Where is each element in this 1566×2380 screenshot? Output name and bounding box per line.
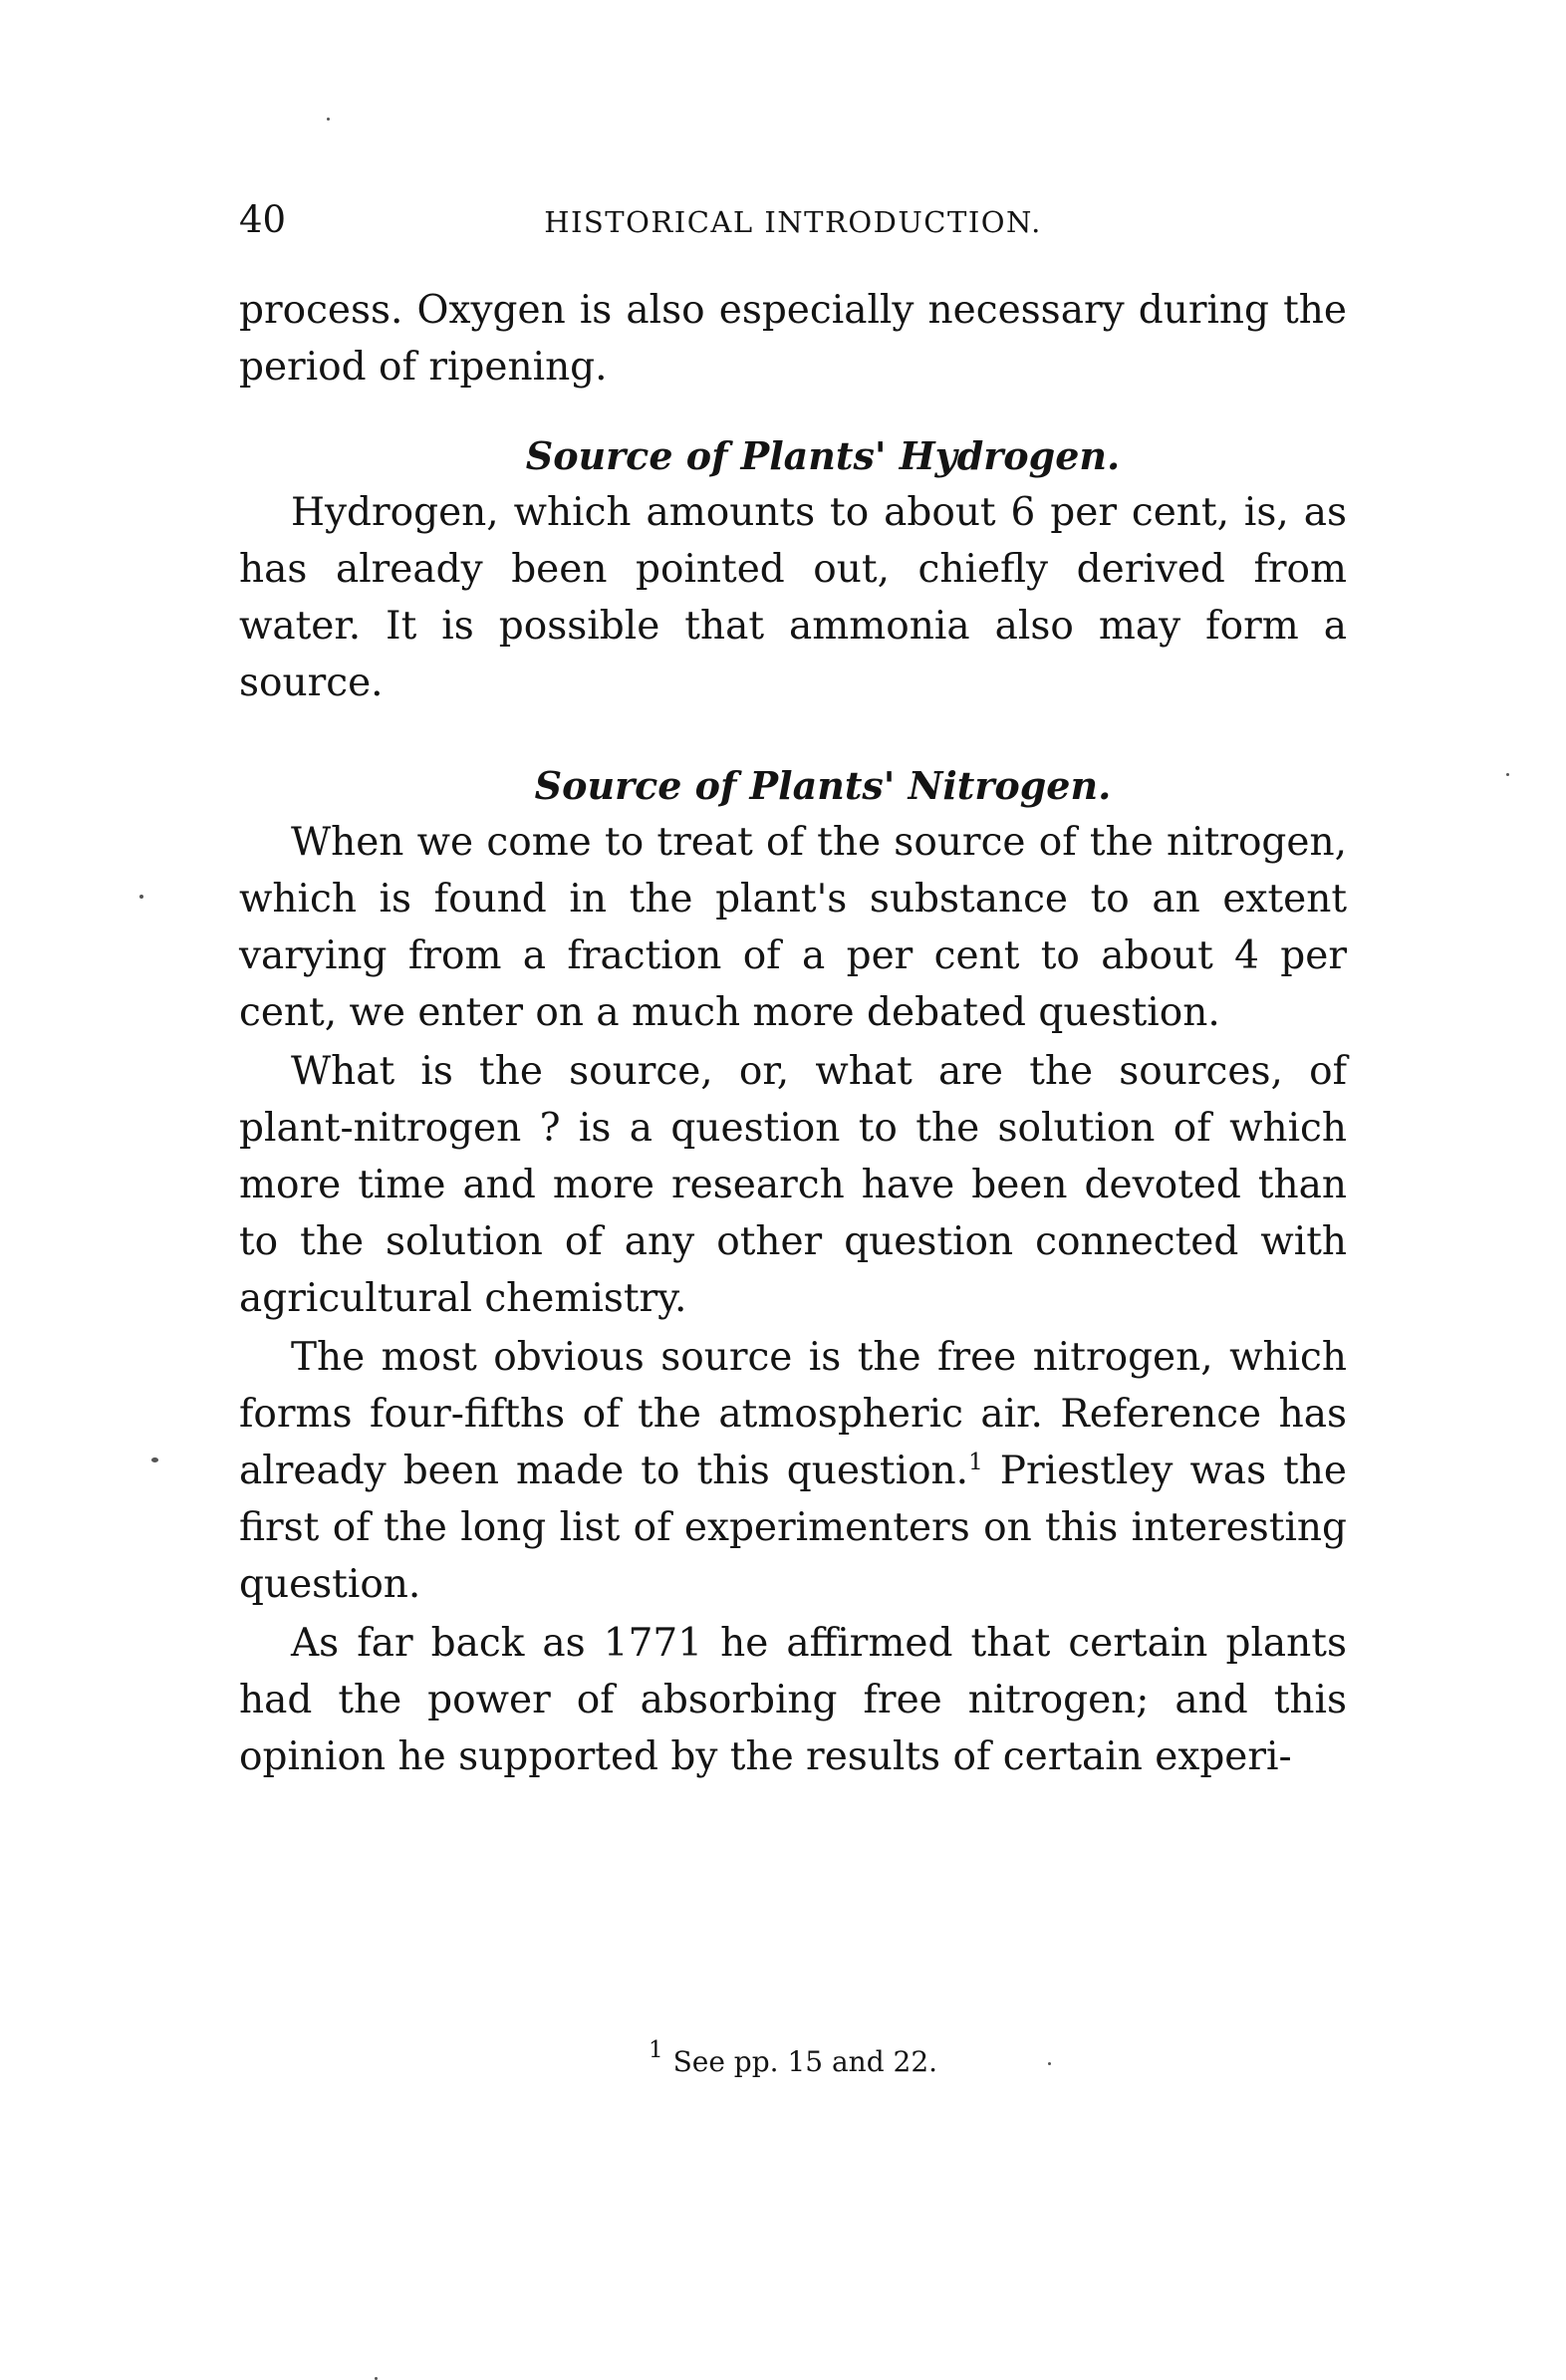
footnote-marker: 1 (648, 2037, 663, 2063)
paragraph-free-nitrogen (239, 1329, 1347, 1613)
paragraph-free-nitrogen-text: The most obvious source is the free nitrogen, which forms four-fifths of the atmospheric air. Reference has already been made to this question. (239, 1335, 1347, 1493)
paragraph-nitrogen-intro: When we come to treat of the source of the nitrogen, which is found in the plant's substance to an extent varying from a fraction of a per cent to about 4 per cent, we enter on a much more debated question. (239, 820, 1347, 1035)
print-speck (1506, 773, 1509, 776)
paragraph-hydrogen: Hydrogen, which amounts to about 6 per cent, is, as has already been pointed out, chiefly derived from water. It is possible that ammonia also may form a source. (239, 490, 1347, 705)
section-heading-nitrogen (239, 757, 1347, 814)
paragraph-priestley: As far back as 1771 he affirmed that certain plants had the power of absorbing free nitrogen; and this opinion he supported by the results of certain experi- (239, 1621, 1347, 1779)
body-text (239, 282, 1347, 1785)
section-heading-nitrogen-text: Source of Plants' Nitrogen. (534, 763, 1112, 808)
running-head (239, 195, 1347, 245)
footnote-text: See pp. 15 and 22. (672, 2045, 938, 2078)
print-speck (139, 895, 143, 899)
print-speck (151, 1457, 158, 1462)
paragraph-nitrogen-question: What is the source, or, what are the sources, of plant-nitrogen ? is a question to the solution of which more time and more research have been devoted than to the solution of any other question connected with agricultural chemistry. (239, 1049, 1347, 1321)
section-heading-hydrogen (239, 427, 1347, 484)
section-heading-hydrogen-text: Source of Plants' Hydrogen. (525, 433, 1121, 478)
page-number: 40 (239, 198, 287, 241)
print-speck (1048, 2062, 1051, 2065)
footnote-reference[interactable]: 1 (968, 1450, 983, 1475)
paragraph-continued: process. Oxygen is also especially necessary during the period of ripening. (239, 288, 1347, 390)
footnote (239, 2037, 1347, 2082)
print-speck (327, 118, 330, 121)
running-title: HISTORICAL INTRODUCTION. (544, 205, 1042, 239)
paragraph-free-nitrogen-text-cont: Priestley was the first of the long list of experimenters on this interesting question. (239, 1449, 1348, 1607)
